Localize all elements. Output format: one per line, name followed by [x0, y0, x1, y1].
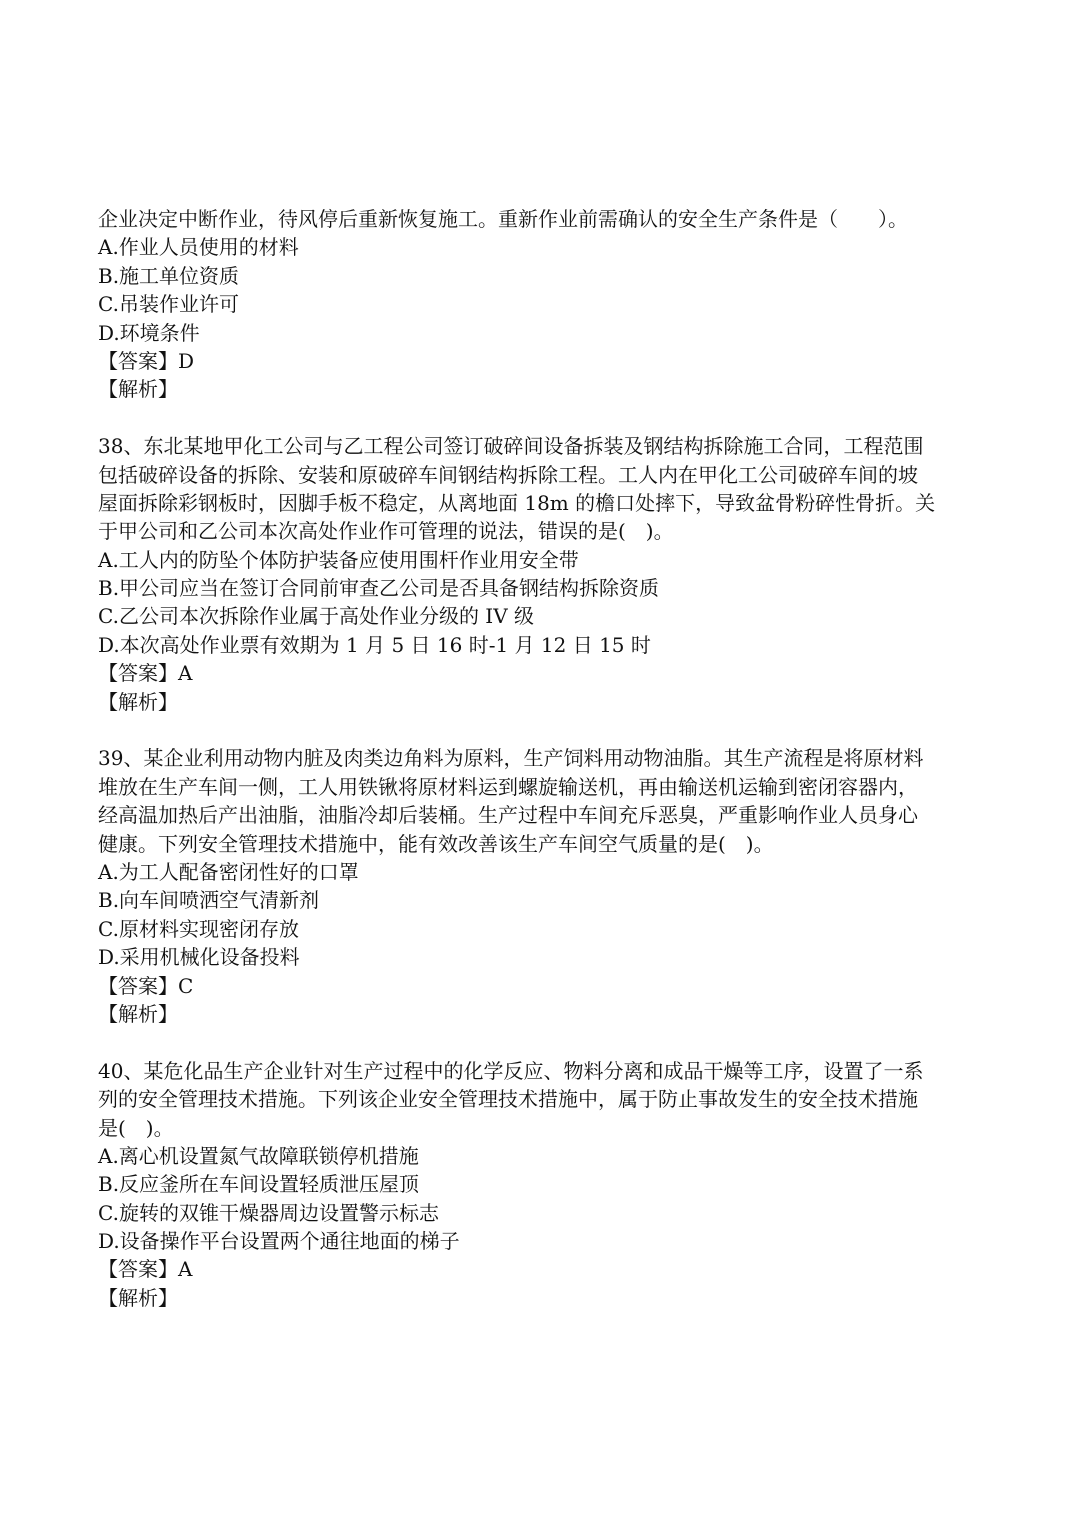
- analysis-label: 【解析】: [98, 1285, 178, 1310]
- question-stem-line: 包括破碎设备的拆除、安装和原破碎车间钢结构拆除工程。工人内在甲化工公司破碎车间的坡: [98, 462, 918, 487]
- question-stem-line: 38、东北某地甲化工公司与乙工程公司签订破碎间设备拆装及钢结构拆除施工合同，工程范围: [98, 434, 924, 459]
- option-b: B.反应釜所在车间设置轻质泄压屋顶: [98, 1172, 420, 1197]
- question-38: [98, 432, 998, 716]
- document-page: [98, 205, 998, 1312]
- question-stem-line: 39、某企业利用动物内脏及肉类边角料为原料，生产饲料用动物油脂。其生产流程是将原材料: [98, 746, 924, 771]
- question-stem-line: 列的安全管理技术措施。下列该企业安全管理技术措施中，属于防止事故发生的安全技术措施: [98, 1087, 918, 1112]
- question-37-continuation: [98, 205, 998, 404]
- option-b: B.施工单位资质: [98, 263, 240, 288]
- option-c: C.吊装作业许可: [98, 292, 239, 317]
- option-d: D.环境条件: [98, 320, 200, 345]
- option-a: A.作业人员使用的材料: [98, 235, 299, 260]
- question-stem-line: 屋面拆除彩钢板时，因脚手板不稳定，从离地面 18m 的檐口处摔下，导致盆骨粉碎性骨折。关: [98, 490, 936, 515]
- answer-label: 【答案】A: [98, 1257, 193, 1282]
- answer-label: 【答案】D: [98, 348, 195, 373]
- question-stem: 企业决定中断作业，待风停后重新恢复施工。重新作业前需确认的安全生产条件是（ ）。: [98, 207, 908, 231]
- spacer: [98, 1028, 998, 1056]
- question-40: [98, 1057, 998, 1313]
- question-stem-line: 健康。下列安全管理技术措施中，能有效改善该生产车间空气质量的是( )。: [98, 831, 774, 856]
- option-a: A.工人内的防坠个体防护装备应使用围杆作业用安全带: [98, 547, 579, 572]
- question-stem-line: 经高温加热后产出油脂，油脂冷却后装桶。生产过程中车间充斥恶臭，严重影响作业人员身心: [98, 803, 918, 828]
- option-c: C.旋转的双锥干燥器周边设置警示标志: [98, 1200, 439, 1225]
- analysis-label: 【解析】: [98, 689, 178, 714]
- question-stem-line: 40、某危化品生产企业针对生产过程中的化学反应、物料分离和成品干燥等工序，设置了一系: [98, 1058, 924, 1083]
- spacer: [98, 404, 998, 432]
- option-a: A.离心机设置氮气故障联锁停机措施: [98, 1143, 419, 1168]
- question-stem-line: 于甲公司和乙公司本次高处作业作可管理的说法，错误的是( )。: [98, 519, 674, 544]
- question-39: [98, 744, 998, 1028]
- question-stem-line: 堆放在生产车间一侧，工人用铁锹将原材料运到螺旋输送机，再由输送机运输到密闭容器内，: [98, 774, 918, 799]
- option-b: B.甲公司应当在签订合同前审查乙公司是否具备钢结构拆除资质: [98, 576, 660, 601]
- option-c: C.原材料实现密闭存放: [98, 916, 299, 941]
- answer-label: 【答案】C: [98, 973, 194, 998]
- answer-label: 【答案】A: [98, 661, 193, 686]
- spacer: [98, 716, 998, 744]
- option-d: D.采用机械化设备投料: [98, 945, 300, 970]
- question-stem-line: 是( )。: [98, 1115, 174, 1140]
- option-d: D.本次高处作业票有效期为 1 月 5 日 16 时-1 月 12 日 15 时: [98, 632, 651, 657]
- analysis-label: 【解析】: [98, 1001, 178, 1026]
- option-b: B.向车间喷洒空气清新剂: [98, 888, 320, 913]
- analysis-label: 【解析】: [98, 377, 178, 402]
- option-a: A.为工人配备密闭性好的口罩: [98, 859, 359, 884]
- option-d: D.设备操作平台设置两个通往地面的梯子: [98, 1229, 460, 1254]
- option-c: C.乙公司本次拆除作业属于高处作业分级的 IV 级: [98, 604, 535, 629]
